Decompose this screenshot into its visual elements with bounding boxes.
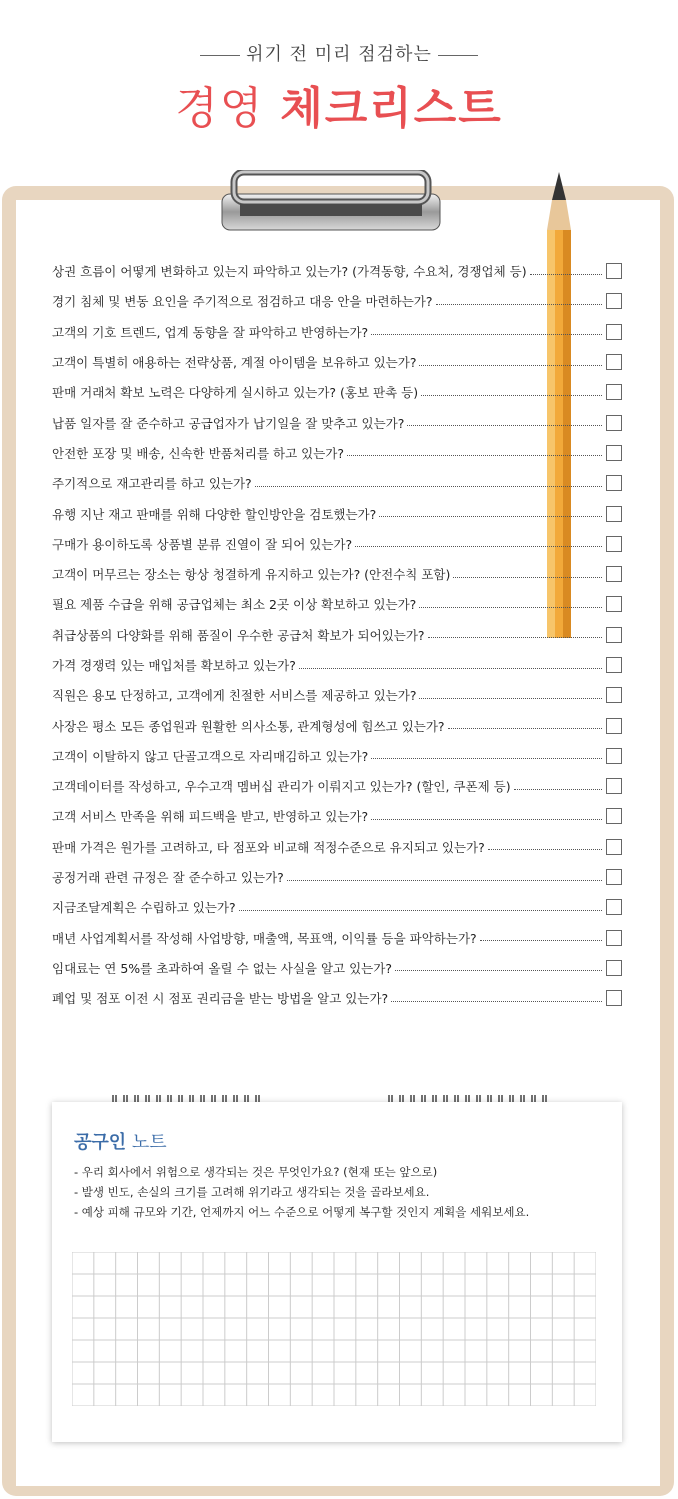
dotted-leader [419,607,602,608]
checkbox[interactable] [606,536,622,552]
divider [438,55,478,56]
dotted-leader [514,789,602,790]
dotted-leader [488,849,602,850]
checklist-item-text: 가격 경쟁력 있는 매입처를 확보하고 있는가? [52,658,296,673]
checklist-item-text: 유행 지난 재고 판매를 위해 다양한 할인방안을 검토했는가? [52,506,377,522]
dotted-leader [448,728,602,729]
dotted-leader [239,910,602,911]
checklist-item-text: 안전한 포장 및 배송, 신속한 반품처리를 하고 있는가? [52,445,344,461]
checklist-item [52,771,622,801]
checklist-item [52,559,622,589]
dotted-leader [379,516,602,517]
checklist-item [52,650,622,680]
checkbox[interactable] [606,869,622,885]
title-part2: 체크리스트 [280,83,503,134]
dotted-leader [371,819,602,820]
checklist-item [52,620,622,650]
checklist-item-text: 지금조달계획은 수립하고 있는가? [52,900,236,916]
checkbox[interactable] [606,748,622,764]
checklist-item-text: 주기적으로 재고관리를 하고 있는가? [52,476,252,492]
page-title [0,72,678,136]
checklist-item [52,589,622,619]
note-title [74,1128,167,1154]
writing-grid[interactable] [72,1252,596,1406]
checkbox[interactable] [606,718,622,734]
checklist-item [52,983,622,1013]
checkbox[interactable] [606,263,622,279]
dotted-leader [419,698,602,699]
dotted-leader [371,758,602,759]
checklist-item [52,710,622,740]
checklist-item-text: 납품 일자를 잘 준수하고 공급업자가 납기일을 잘 맞추고 있는가? [52,415,405,431]
checklist-item [52,498,622,528]
checkbox[interactable] [606,445,622,461]
checkbox[interactable] [606,990,622,1006]
checkbox[interactable] [606,930,622,946]
checklist-item [52,923,622,953]
dotted-leader [419,365,602,366]
dotted-leader [530,274,602,275]
checklist-item [52,468,622,498]
dotted-leader [371,334,602,335]
checkbox[interactable] [606,839,622,855]
title-part1: 경영 [175,83,265,134]
dotted-leader [255,486,602,487]
dotted-leader [395,970,602,971]
checklist-item-text: 임대료는 연 5%를 초과하여 올릴 수 없는 사실을 알고 있는가? [52,960,392,976]
checklist-item-text: 고객 서비스 만족을 위해 피드백을 받고, 반영하고 있는가? [52,809,369,825]
checklist-item-text: 직원은 용모 단정하고, 고객에게 친절한 서비스를 제공하고 있는가? [52,688,417,704]
header-subtitle [0,40,678,66]
checkbox[interactable] [606,687,622,703]
checklist-item-text: 매년 사업계획서를 작성해 사업방향, 매출액, 목표액, 이익률 등을 파악하는가? [52,930,477,946]
checklist-item-text: 고객의 기호 트렌드, 업계 동향을 잘 파악하고 반영하는가? [52,324,369,340]
checkbox[interactable] [606,506,622,522]
checklist-item [52,862,622,892]
checklist-item-text: 공정거래 관련 규정은 잘 준수하고 있는가? [52,870,284,886]
dotted-leader [299,668,602,669]
subtitle-text: 위기 전 미리 점검하는 [246,44,432,65]
note-line: - 우리 회사에서 위험으로 생각되는 것은 무엇인가요? (현재 또는 앞으로) [74,1165,438,1179]
checklist-item-text: 상권 흐름이 어떻게 변화하고 있는지 파악하고 있는가? (가격동향, 수요처, 경쟁업체 등) [52,264,527,280]
checklist-item-text: 고객이 특별히 애용하는 전략상품, 계절 아이템을 보유하고 있는가? [52,355,417,371]
checkbox[interactable] [606,324,622,340]
checkbox[interactable] [606,808,622,824]
checklist-item [52,286,622,316]
dotted-leader [480,940,602,941]
checklist-item [52,438,622,468]
checklist-item-text: 구매가 용이하도록 상품별 분류 진열이 잘 되어 있는가? [52,536,353,552]
divider [200,55,240,56]
note-card [52,1102,622,1442]
note-line: - 예상 피해 규모와 기간, 언제까지 어느 수준으로 어떻게 복구할 것인지 계획을 세워보세요. [74,1205,530,1219]
checklist-item [52,317,622,347]
dotted-leader [347,455,602,456]
checklist [52,256,622,1013]
checklist-item [52,801,622,831]
checklist-item-text: 고객데이터를 작성하고, 우수고객 멤버십 관리가 이뤄지고 있는가? (할인, 쿠폰제 등) [52,779,511,795]
checkbox[interactable] [606,657,622,673]
checklist-item-text: 고객이 이탈하지 않고 단골고객으로 자리매김하고 있는가? [52,748,369,764]
checklist-item [52,347,622,377]
checkbox[interactable] [606,778,622,794]
note-instructions [74,1162,529,1222]
checklist-item [52,680,622,710]
checkbox[interactable] [606,566,622,582]
checkbox[interactable] [606,293,622,309]
checkbox[interactable] [606,596,622,612]
note-title-rest: 노트 [126,1132,167,1153]
checklist-item [52,377,622,407]
dotted-leader [287,880,602,881]
checklist-item [52,407,622,437]
dotted-leader [421,395,602,396]
checkbox[interactable] [606,354,622,370]
dotted-leader [436,304,603,305]
checkbox[interactable] [606,899,622,915]
dotted-leader [428,637,602,638]
dotted-leader [355,546,602,547]
checklist-item [52,256,622,286]
checklist-item-text: 폐업 및 점포 이전 시 점포 권리금을 받는 방법을 알고 있는가? [52,991,389,1007]
clipboard-clip-icon [218,170,444,234]
checklist-item [52,892,622,922]
dotted-leader [453,577,602,578]
checkbox[interactable] [606,627,622,643]
checklist-item-text: 필요 제품 수급을 위해 공급업체는 최소 2곳 이상 확보하고 있는가? [52,597,417,613]
note-line: - 발생 빈도, 손실의 크기를 고려해 위기라고 생각되는 것을 골라보세요. [74,1185,430,1199]
dotted-leader [407,425,602,426]
checklist-item [52,832,622,862]
checklist-item [52,741,622,771]
checkbox[interactable] [606,475,622,491]
checkbox[interactable] [606,415,622,431]
note-title-bold: 공구인 [74,1132,127,1153]
checkbox[interactable] [606,384,622,400]
checklist-item-text: 판매 거래처 확보 노력은 다양하게 실시하고 있는가? (홍보 판촉 등) [52,385,419,401]
checkbox[interactable] [606,960,622,976]
checklist-item-text: 취급상품의 다양화를 위해 품질이 우수한 공급처 확보가 되어있는가? [52,627,425,643]
checklist-item-text: 판매 가격은 원가를 고려하고, 타 점포와 비교해 적정수준으로 유지되고 있는가? [52,839,485,855]
checklist-item [52,529,622,559]
checklist-item-text: 사장은 평소 모든 종업원과 원활한 의사소통, 관계형성에 힘쓰고 있는가? [52,718,445,734]
checklist-item [52,953,622,983]
checklist-item-text: 경기 침체 및 변동 요인을 주기적으로 점검하고 대응 안을 마련하는가? [52,294,433,310]
checklist-item-text: 고객이 머무르는 장소는 항상 청결하게 유지하고 있는가? (안전수칙 포함) [52,567,451,583]
dotted-leader [391,1001,602,1002]
